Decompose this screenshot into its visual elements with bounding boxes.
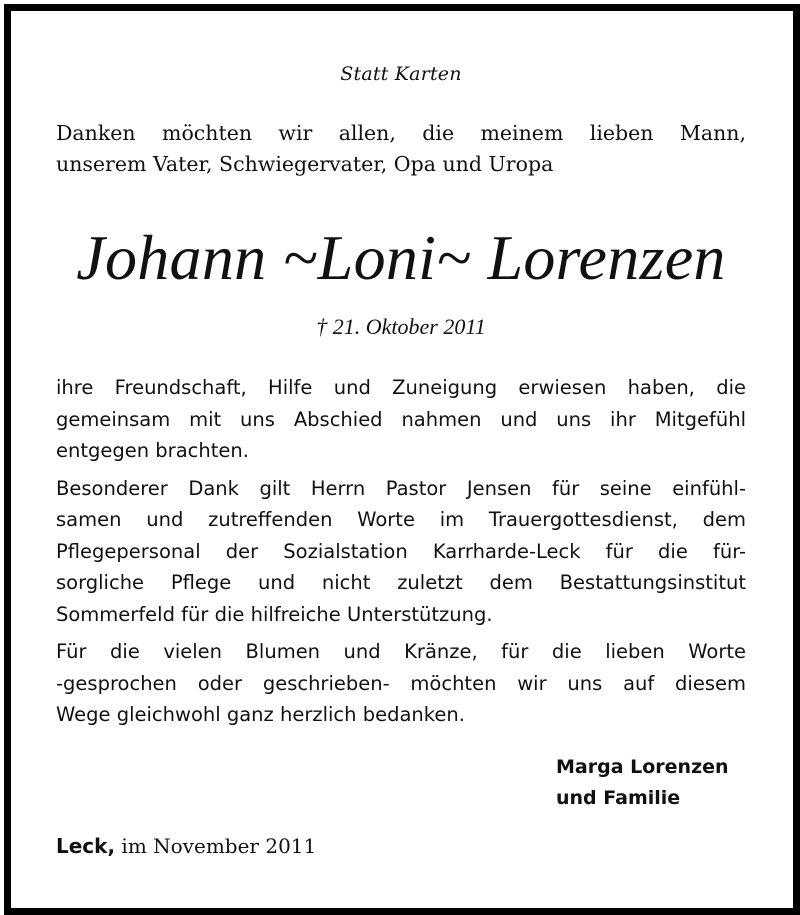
text-line: Pflegepersonal der Sozialstation Karrharde-Leck für die für- [56, 539, 746, 563]
intro-line-1: Danken möchten wir allen, die meinem lieben Mann, [56, 121, 746, 145]
place-city: Leck, [56, 834, 116, 858]
text-line: gemeinsam mit uns Abschied nahmen und uns ihr Mitgefühl [56, 407, 746, 431]
death-date: † 21. Oktober 2011 [316, 314, 486, 339]
intro-text [56, 118, 746, 180]
text-line: samen und zutreffenden Worte im Trauergottesdienst, dem [56, 508, 746, 531]
signature-name: Marga Lorenzen [556, 756, 729, 778]
paragraph-2 [56, 473, 746, 631]
signature [556, 752, 729, 814]
deceased-name: Johann ~Loni~ Lorenzen [76, 222, 726, 293]
paragraph-3 [56, 636, 746, 731]
text-line: -gesprochen oder geschrieben- möchten wir uns auf diesem [56, 671, 746, 695]
text-line: entgegen brachten. [56, 439, 249, 462]
thanks-body [56, 372, 746, 737]
place-date-text: im November 2011 [121, 834, 317, 858]
signature-family: und Familie [556, 787, 681, 809]
text-line: ihre Freundschaft, Hilfe und Zuneigung erwiesen haben, die [56, 376, 746, 399]
text-line: sorgliche Pflege und nicht zuletzt dem Bestattungsinstitut [56, 571, 746, 594]
text-line: Wege gleichwohl ganz herzlich bedanken. [56, 703, 465, 726]
intro-line-2: unserem Vater, Schwiegervater, Opa und Uropa [56, 152, 554, 176]
text-line: Für die vielen Blumen und Kränze, für die lieben Worte [56, 640, 746, 663]
notice-header: Statt Karten [340, 63, 462, 85]
paragraph-1 [56, 372, 746, 467]
text-line: Sommerfeld für die hilfreiche Unterstützung. [56, 602, 493, 626]
place-date [56, 834, 316, 858]
text-line: Besonderer Dank gilt Herrn Pastor Jensen für seine einfühl- [56, 476, 746, 500]
obituary-notice [4, 4, 800, 915]
